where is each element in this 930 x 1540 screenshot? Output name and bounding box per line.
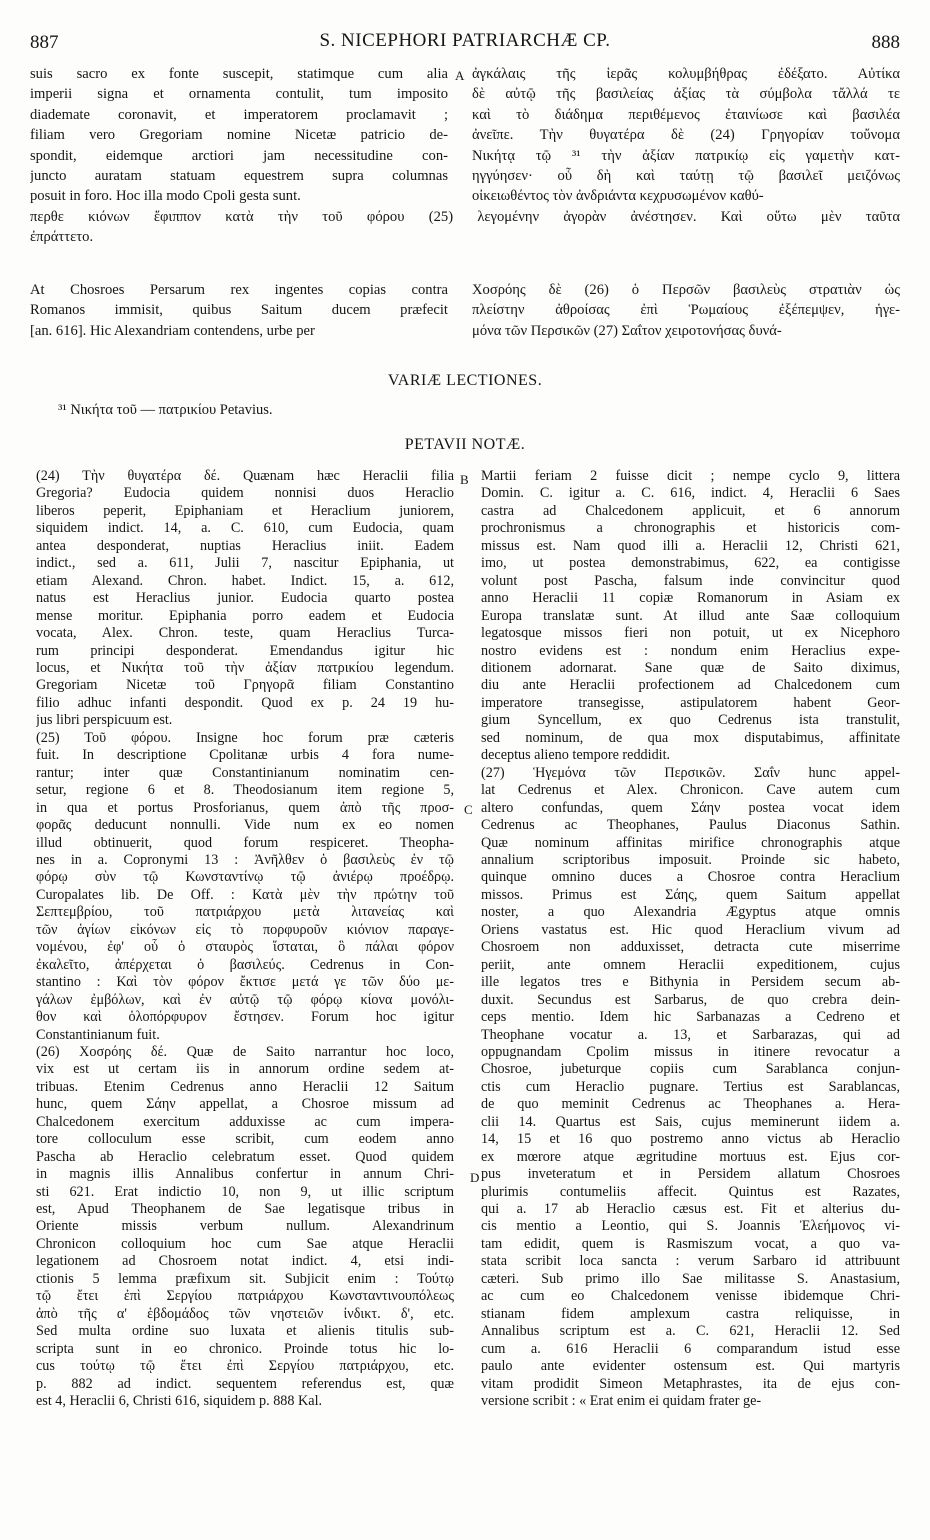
note-line: locus, et Νικήτα τοῦ τὴν ἀξίαν πατρικίου legendum. <box>36 659 454 676</box>
text-line: καὶ τὸ διάδημα περιθέμενος ἐταινίωσε καὶ βασιλέα <box>472 106 900 123</box>
note-line: liberos peperit, Epiphaniam et Heraclium juniorem, <box>36 502 454 519</box>
note-line: paulo ante evidenter ostensum est. Qui martyris <box>481 1358 900 1375</box>
note-line: antea desponderat, nuptias Heraclius iniit. Eadem <box>36 537 454 554</box>
note-line: deceptus alieno tempore reddidit. <box>481 747 671 764</box>
note-line: est, Apud Theophanem de Sae legatisque tribus in <box>36 1201 454 1218</box>
note-line: Oriens vastatus est. Hic quod Heraclium vivum ad <box>481 921 900 938</box>
text-line: περθε κιόνων ἔφιππον κατὰ τὴν τοῦ φόρου (25) λεγομένην ἀγορὰν ἀνέστησεν. Καὶ οὕτω μὲν ταῦτα <box>30 209 900 225</box>
note-line: cum a. 616 Heraclii 6 comparandum istud esse <box>481 1340 900 1357</box>
margin-letter-c: C <box>464 802 473 817</box>
note-line: Constantinianum fuit. <box>36 1026 160 1043</box>
note-line: indict., sed a. 611, Julii 7, nascitur Epiphania, ut <box>36 555 454 572</box>
note-line: imo, ut postea demonstrabimus, 622, ea contigisse <box>481 555 900 572</box>
note-line: filio adhuc infanti despondit. Quod ex p. 24 19 hu- <box>36 694 454 711</box>
notes-left-column <box>36 468 454 1410</box>
note-line: Cedrenus ac Theophanes, Paulus Diaconus Sathin. <box>481 817 900 834</box>
text-line: diademate coronavit, et imperatorem proclamavit ; <box>30 106 448 123</box>
note-line: Chosroe, jubeturque copiis cum Sarablanca conjun- <box>481 1061 900 1078</box>
variant-reading-note: ³¹ Νικήτα τοῦ — πατρικίου Petavius. <box>58 402 273 418</box>
text-line: posuit in foro. Hoc illa modo Cpoli gesta sunt. <box>30 188 301 205</box>
note-line: Chosroem non adduxisset, detracta cute miserrime <box>481 939 900 956</box>
note-line: nes in a. Copronymi 13 : Ἀνῆλθεν ὁ βασιλεὺς ἐν τῷ <box>36 851 454 868</box>
note-line: in qua et portus Prosforianus, quem ἀπὸ τῆς προσ- <box>36 799 454 816</box>
note-line: ex mœrore atque ægritudine mortuus est. Ejus cor- <box>481 1148 900 1165</box>
note-line: tam edidit, quem is Rasmiszum vocat, a quo va- <box>481 1235 900 1252</box>
text-line: ηγγύησεν· οὗ δὴ καὶ ταύτῃ τῷ βασιλεῖ μειζόνως <box>472 168 900 185</box>
note-line: anno Heraclii 11 copiæ Romanorum in Asiam ex <box>481 590 900 607</box>
note-line: natus est Heraclius junior. Eudocia quarto postea <box>36 590 454 607</box>
note-line: missus est. Nam quod illi a. Heraclii 12, Christi 621, <box>481 537 900 554</box>
notes-right-column <box>481 468 900 1410</box>
note-line: cæteri. Sub primo illo Sae militasse S. Anastasium, <box>481 1270 900 1287</box>
note-line: etiam Alexand. Chron. habet. Indict. 15, a. 612, <box>36 572 454 589</box>
margin-letter-a: A <box>455 68 465 83</box>
note-line: cus τούτῳ τῷ ἔτει ἐπὶ Σεργίου πατριάρχου, etc. <box>36 1358 454 1375</box>
note-line: fuit. In descriptione Cpolitanæ urbis 4 fora nume- <box>36 747 454 764</box>
text-line: μόνα τῶν Περσικῶν (27) Σαΐτον χειροτονήσας δυνά- <box>472 322 782 339</box>
note-line: pus inveteratum et in Persidem allatum Chosroes <box>481 1166 900 1183</box>
note-line: νομένου, ἐφ' οὗ ὁ σταυρὸς ἵσταται, ὃ πάλαι φόρον <box>36 939 454 956</box>
note-line: prochronismus a chronographis et historicis com- <box>481 520 900 537</box>
text-line: ἐπράττετο. <box>30 229 94 246</box>
note-line: diu ante Heraclii profectionem ad Chalcedonem cum <box>481 677 900 694</box>
note-line: imperatore transegisse, astipulatorem habent Geor- <box>481 694 900 711</box>
text-line: πλείστην ἀθροίσας ἐπὶ Ῥωμαίους ἐξέπεμψεν, ἡγε- <box>472 302 900 319</box>
text-line: imperii signa et ornamenta contulit, tum imposito <box>30 86 448 103</box>
note-line: ctionis 5 lemma præfixum sit. Subjicit enim : Τούτῳ <box>36 1270 454 1287</box>
note-line: tore colloculum esse scribit, cum eodem anno <box>36 1131 454 1148</box>
greek-text-middle <box>472 280 900 341</box>
latin-text-middle <box>30 280 448 341</box>
note-line: Europa translatæ sunt. At illud ante Saæ colloquium <box>481 607 900 624</box>
note-line: castra ad Chalcedonem applicuit, et 6 annorum <box>481 502 900 519</box>
page-number-right: 888 <box>871 32 900 53</box>
note-line: φορᾶς deducunt nonnulli. Vide num ex eo nomen <box>36 817 454 834</box>
note-line: Σεπτεμβρίου, τοῦ πατριάρχου μετὰ λιτανείας καὶ <box>36 904 454 921</box>
note-line: legatosque missos fieri non potuit, ut ex Nicephoro <box>481 625 900 642</box>
text-line: suis sacro ex fonte suscepit, statimque cum alia <box>30 66 448 82</box>
note-line: jus libri perspicuum est. <box>36 712 173 729</box>
note-line: sed nominum, de qua mox disputabimus, affinitate <box>481 729 900 746</box>
text-line: [an. 616]. Hic Alexandriam contendens, urbe per <box>30 322 315 339</box>
note-line: Chronicon colloquium hoc cum Sae atque Heraclii <box>36 1235 454 1252</box>
greek-text-top <box>472 64 900 207</box>
text-line: δὲ αὐτῷ τῆς βασιλείας ἀξίας τὰ σύμβολα τἄλλά τε <box>472 86 900 103</box>
note-line: legationem ad Chosroem notat indict. 4, etsi indi- <box>36 1253 454 1270</box>
note-line: Martii feriam 2 fuisse dicit ; nempe cyclo 9, littera <box>481 468 900 484</box>
margin-letter-b: B <box>460 472 469 487</box>
page-header <box>30 28 900 58</box>
note-line: Oriente missis verbum nullum. Alexandrinum <box>36 1218 454 1235</box>
note-line: ceps mentio. Idem hic Sarbanazas a Cedreno et <box>481 1009 900 1026</box>
note-line: Domin. C. igitur a. C. 616, indict. 4, Heraclii 6 Saes <box>481 485 900 502</box>
note-line: quinque omnino duces a Chosroe contra Heraclium <box>481 869 900 886</box>
petavii-notae-heading: PETAVII NOTÆ. <box>404 436 526 453</box>
note-line: rum principi desponderat. Emendandus igitur hic <box>36 642 454 659</box>
note-line: vix est ut certam iis in annorum ordine sedem at- <box>36 1061 454 1078</box>
note-line: Annalibus scriptum est a. C. 621, Heraclii 12. Sed <box>481 1323 900 1340</box>
note-line: versione scribit : « Erat enim ei quidam frater ge- <box>481 1393 762 1410</box>
note-line: rantur; inter quæ Constantinianum nominatim cen- <box>36 764 454 781</box>
note-line: setur, regione 6 et 8. Theodosianum item regione 5, <box>36 782 454 799</box>
text-line: spondit, eidemque arctiori jam necessitudine con- <box>30 147 448 164</box>
note-line: 14, 15 et 16 quo postremo anno victus ab Heraclio <box>481 1131 900 1148</box>
note-line: stata scribit loca sancta : verum Sarbaro id attribuunt <box>481 1253 900 1270</box>
note-line: (26) Χοσρόης δέ. Quæ de Saito narrantur hoc loco, <box>36 1043 454 1060</box>
note-line: sti 621. Erat indictio 10, non 9, ut illic scriptum <box>36 1183 454 1200</box>
note-line: Theophane vocatur a. 13, et Sarbarazas, qui ad <box>481 1026 900 1043</box>
note-line: oppugnandam Cpolim missus in itinere revocatur a <box>481 1043 900 1060</box>
note-line: volunt post Pascha, falsum inde convincitur quod <box>481 572 900 589</box>
note-line: annalium scriptoribus imposuit. Proinde sic habeto, <box>481 851 900 868</box>
text-line: ἀγκάλαις τῆς ἱερᾶς κολυμβήθρας ἐδέξατο. Αὐτίκα <box>472 66 900 82</box>
note-line: ἐκαλεῖτο, ἀπέρχεται ὁ βασιλεύς. Cedrenus in Con- <box>36 956 454 973</box>
note-line: ctis cum Heraclio pugnare. Tertius est Sarablancas, <box>481 1078 900 1095</box>
note-line: cis mentio a Leontio, qui S. Joannis Ἐλεήμονος vi- <box>481 1218 900 1235</box>
note-line: nostro evidens est : nondum enim Heraclius expe- <box>481 642 900 659</box>
note-line: hunc, quem Σάην appellat, a Chosroe missum ad <box>36 1096 454 1113</box>
greek-text-full-width <box>30 207 900 248</box>
note-line: γάλων ἐμβόλων, καὶ ἐν αὐτῷ τῷ φόρῳ κίονα μονόλι- <box>36 991 454 1008</box>
note-line: est 4, Heraclii 6, Christi 616, siquidem p. 888 Kal. <box>36 1393 323 1410</box>
variae-lectiones-heading: VARIÆ LECTIONES. <box>387 372 543 389</box>
note-line: tribuas. Etenim Cedrenus anno Heraclii 12 Saitum <box>36 1078 454 1095</box>
note-line: clii 14. Quartus est Sais, cujus meminerunt iidem a. <box>481 1113 900 1130</box>
note-line: Curopalates lib. De Off. : Κατὰ μὲν τὴν πρώτην τοῦ <box>36 886 454 903</box>
note-line: (24) Τὴν θυγατέρα δέ. Quænam hæc Heraclii filia <box>36 468 454 484</box>
note-line: mense moritur. Epiphania porro eadem et Eudocia <box>36 607 454 624</box>
note-line: Gregoria? Eudocia quidem nonnisi duos Heraclio <box>36 485 454 502</box>
note-line: p. 882 ad indict. sequentem referendus est, quæ <box>36 1375 454 1392</box>
page-number-left: 887 <box>30 32 59 53</box>
note-line: Chalcedonem exercitum adduxisse ac cum impera- <box>36 1113 454 1130</box>
note-line: ἀπὸ τῆς α' ἑβδομάδος τῶν νηστειῶν ἰνδικτ. δ', etc. <box>36 1305 454 1322</box>
text-line: juncto auratam statuam equestrem supra columnas <box>30 168 448 185</box>
text-line: Romanos immisit, quibus Saitum ducem præfecit <box>30 302 448 319</box>
note-line: stianam fidem amplexum castra reliquisse, in <box>481 1305 900 1322</box>
note-line: vocata, Alex. Chron. teste, quam Heraclius Turca- <box>36 625 454 642</box>
note-line: noster, a quo Alexandria Ægyptus atque omnis <box>481 904 900 921</box>
note-line: ditionem adornarat. Sane quæ de Saito diximus, <box>481 659 900 676</box>
note-line: Pascha ab Heraclio celebratum esset. Quod quidem <box>36 1148 454 1165</box>
note-line: vitam prodidit Simeon Metaphrastes, ita de ejus con- <box>481 1375 900 1392</box>
note-line: Sed multa ordine suo luxata et alienis titulis sub- <box>36 1323 454 1340</box>
text-line: Νικήτᾳ τῷ ³¹ τὴν ἀξίαν πατρικίῳ εἰς γαμετὴν κατ- <box>472 147 900 164</box>
note-line: θον καὶ ὁλοπόρφυρον ἔστησεν. Forum hoc igitur <box>36 1009 454 1026</box>
note-line: τῷ ἔτει ἐπὶ Σεργίου πατριάρχου Κωνσταντινουπόλεως <box>36 1288 454 1305</box>
note-line: periit, ante omnem Heraclii expeditionem, cujus <box>481 956 900 973</box>
note-line: altero confundas, quem Σάην postea vocat idem <box>481 799 900 816</box>
text-line: οἰκειωθέντος τὸν ἀνδριάντα κεχρυσωμένον καθύ- <box>472 188 764 205</box>
note-line: qui a. 17 ab Heraclio cæsus est. Fit et alterius du- <box>481 1201 900 1218</box>
note-line: missos. Primus est Σάης, quem Saitum appellat <box>481 886 900 903</box>
note-line: ac cum eo Chalcedonem venisse ibidemque Chri- <box>481 1288 900 1305</box>
note-line: plurimis contumeliis affecit. Quintus est Razates, <box>481 1183 900 1200</box>
text-line: filiam vero Gregoriam nomine Nicetæ patricio de- <box>30 127 448 144</box>
note-line: φόρῳ σὺν τῷ Κωνσταντίνῳ τῷ ἀνιέρῳ προέδρῳ. <box>36 869 454 886</box>
note-line: stantino : Καὶ τὸν φόρον ἔκτισε μετά γε τῶν δύο με- <box>36 974 454 991</box>
note-line: gium Syncellum, ex quo Cedrenus ista transtulit, <box>481 712 900 729</box>
text-line: Χοσρόης δὲ (26) ὁ Περσῶν βασιλεὺς στρατιὰν ὡς <box>472 282 900 298</box>
note-line: (27) Ἡγεμόνα τῶν Περσικῶν. Σαΐν hunc appel- <box>481 764 900 781</box>
text-line: At Chosroes Persarum rex ingentes copias contra <box>30 282 448 298</box>
note-line: Quæ nominum affinitas mirifice chronographis atque <box>481 834 900 851</box>
text-line: ἀνεῖπε. Τὴν θυγατέρα δὲ (24) Γρηγορίαν τοὔνομα <box>472 127 900 144</box>
note-line: in magnis illis Annalibus confertur in annum Chri- <box>36 1166 454 1183</box>
note-line: duxit. Secundus est Sarbarus, de quo crebra dein- <box>481 991 900 1008</box>
note-line: illud obtinuerit, quod forum respiceret. Theopha- <box>36 834 454 851</box>
note-line: ille legatos tres e Bithynia in Persidem secum ab- <box>481 974 900 991</box>
note-line: scripta sunt in eo chronico. Proinde totus hic lo- <box>36 1340 454 1357</box>
note-line: lat Cedrenus et Alex. Chronicon. Cave autem cum <box>481 782 900 799</box>
margin-letter-d: D <box>470 1170 480 1185</box>
note-line: de quo meminit Cedrenus ac Theophanes a. Hera- <box>481 1096 900 1113</box>
note-line: τῶν ἁγίων εἰκόνων εἰς τὸ πορφυροῦν κιόνιον παραγε- <box>36 921 454 938</box>
note-line: siquidem indict. 14, a. C. 610, cum Eudocia, quam <box>36 520 454 537</box>
note-line: (25) Τοῦ φόρου. Insigne hoc forum præ cæteris <box>36 729 454 746</box>
latin-text-top <box>30 64 448 207</box>
running-title: S. NICEPHORI PATRIARCHÆ CP. <box>319 30 611 51</box>
note-line: Gregoriam Nicetæ τοῦ Γρηγορᾶ filiam Constantino <box>36 677 454 694</box>
